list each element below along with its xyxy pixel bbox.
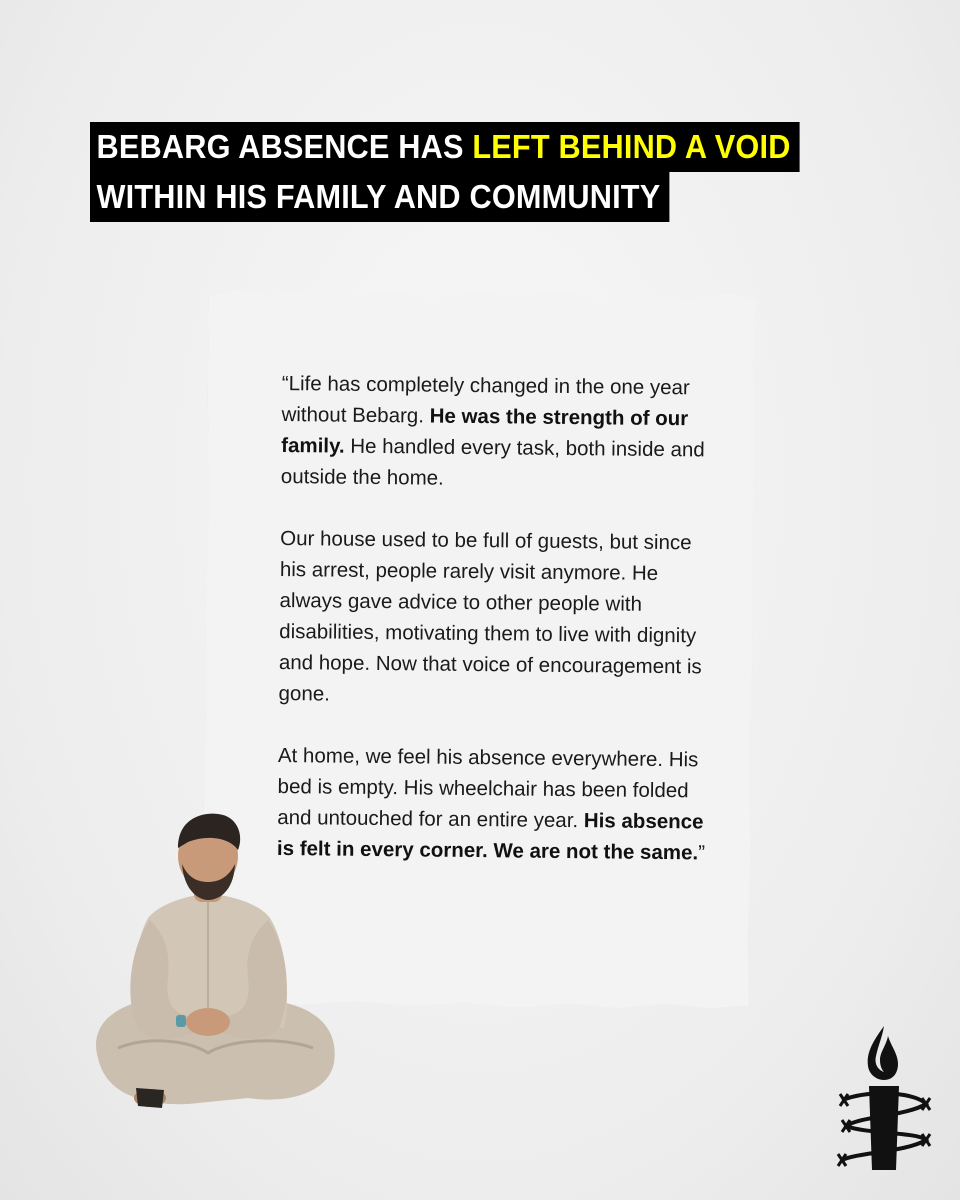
- quote-p3-text: At home, we feel his absence everywhere. His bed is empty. His wheelchair has been folded and untouched for an entire year.: [277, 743, 699, 833]
- headline: [90, 122, 853, 222]
- quote-p1-end: He handled every task, both inside and outside the home.: [280, 434, 705, 490]
- headline-line-2: [90, 172, 670, 222]
- headline-text-white: BEBARG ABSENCE HAS: [96, 128, 473, 165]
- quote-p1-text: “Life has completely changed in the one year without Bebarg.: [281, 371, 690, 428]
- quote-p1-bold: He was the strength of our family.: [281, 404, 689, 458]
- amnesty-candle-barbed-wire-icon: [836, 1024, 932, 1174]
- quote-paragraph-1: [281, 368, 712, 496]
- quote-text: [276, 368, 711, 899]
- quote-p3-end: ”: [698, 841, 706, 865]
- headline-text-highlight: LEFT BEHIND A VOID: [472, 128, 791, 165]
- seated-man-photo: [78, 808, 340, 1128]
- headline-line-1: [90, 122, 800, 172]
- quote-paragraph-3: [277, 740, 708, 868]
- quote-p3-bold: His absence is felt in every corner. We are not the same.: [276, 809, 704, 865]
- quote-paragraph-2: Our house used to be full of guests, but since his arrest, people rarely visit anymore. He always gave advice to other people with disabilities, motivating them to live with dignity and hope. Now that voice of encouragement is gone.: [278, 526, 702, 706]
- headline-text-line-2: WITHIN HIS FAMILY AND COMMUNITY: [96, 178, 661, 215]
